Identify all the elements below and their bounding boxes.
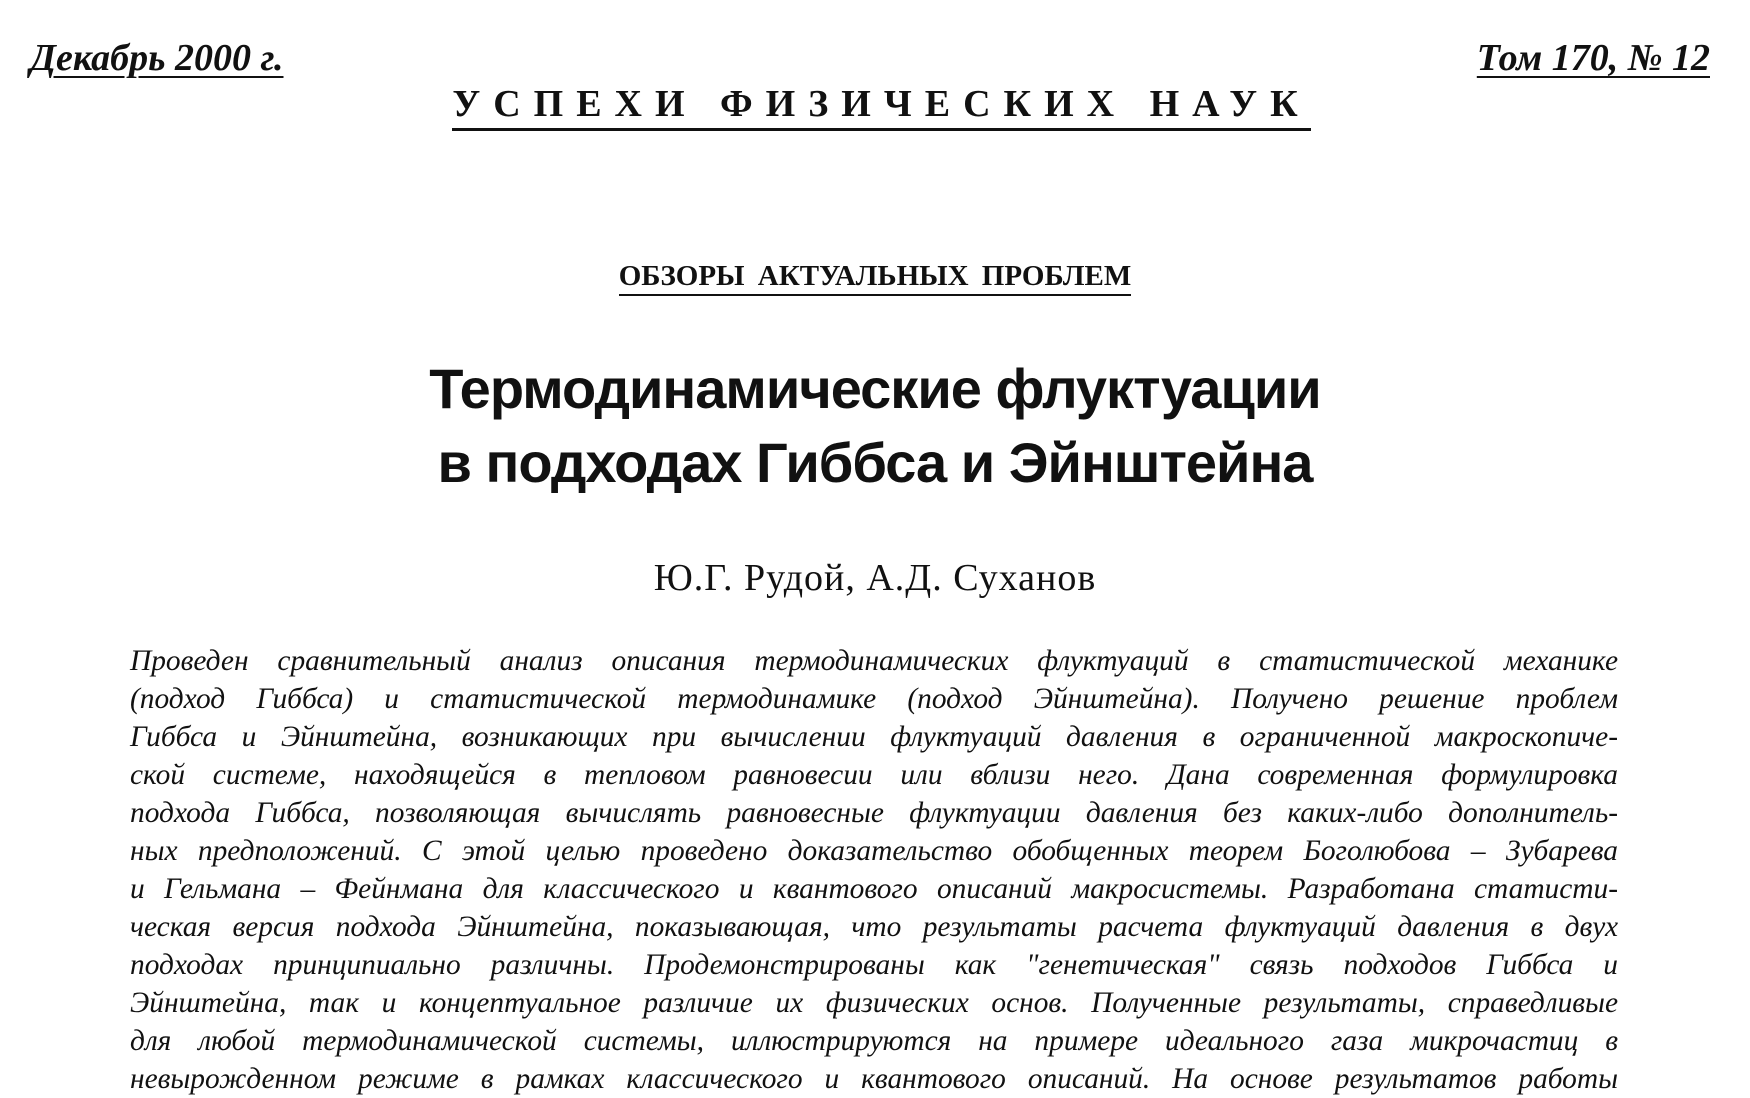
abstract-line: (подход Гиббса) и статистической термодинамике (подход Эйнштейна). Получено решение проблем bbox=[130, 683, 1618, 715]
title-line: в подходах Гиббса и Эйнштейна bbox=[437, 431, 1313, 494]
abstract-line: Гиббса и Эйнштейна, возникающих при вычислении флуктуаций давления в ограниченной макроскопиче- bbox=[130, 721, 1618, 753]
abstract-line: и Гельмана – Фейнмана для классического и квантового описаний макросистемы. Разработана статисти- bbox=[130, 873, 1618, 905]
article-title bbox=[0, 352, 1750, 500]
abstract bbox=[130, 642, 1618, 1098]
abstract-line: ческая версия подхода Эйнштейна, показывающая, что результаты расчета флуктуаций давления в двух bbox=[130, 911, 1618, 943]
section-heading: ОБЗОРЫ АКТУАЛЬНЫХ ПРОБЛЕМ bbox=[619, 260, 1131, 296]
journal-name: УСПЕХИ ФИЗИЧЕСКИХ НАУК bbox=[452, 82, 1310, 131]
abstract-line: ных предположений. С этой целью проведено доказательство обобщенных теорем Боголюбова – Зубарева bbox=[130, 835, 1618, 867]
abstract-line: Эйнштейна, так и концептуальное различие их физических основ. Полученные результаты, справедливые bbox=[130, 987, 1618, 1019]
abstract-line: подходах принципиально различны. Продемонстрированы как "генетическая" связь подходов Гиббса и bbox=[130, 949, 1618, 981]
title-line: Термодинамические флуктуации bbox=[429, 357, 1321, 420]
section-heading-block bbox=[0, 260, 1750, 296]
authors: Ю.Г. Рудой, А.Д. Суханов bbox=[653, 557, 1097, 599]
abstract-line: ской системе, находящейся в тепловом равновесии или вблизи него. Дана современная формулировка bbox=[130, 759, 1618, 791]
abstract-line: для любой термодинамической системы, иллюстрируются на примере идеального газа микрочастиц в bbox=[130, 1025, 1618, 1057]
abstract-line: невырожденном режиме в рамках классического и квантового описаний. На основе результатов работы bbox=[130, 1063, 1618, 1095]
journal-name-block bbox=[0, 82, 1750, 131]
issue-date: Декабрь 2000 г. bbox=[30, 37, 284, 79]
abstract-line: Проведен сравнительный анализ описания термодинамических флуктуаций в статистической механике bbox=[130, 645, 1618, 677]
abstract-line: подхода Гиббса, позволяющая вычислять равновесные флуктуации давления без каких-либо дополнитель- bbox=[130, 797, 1618, 829]
volume-number: Том 170, № 12 bbox=[1476, 37, 1710, 79]
